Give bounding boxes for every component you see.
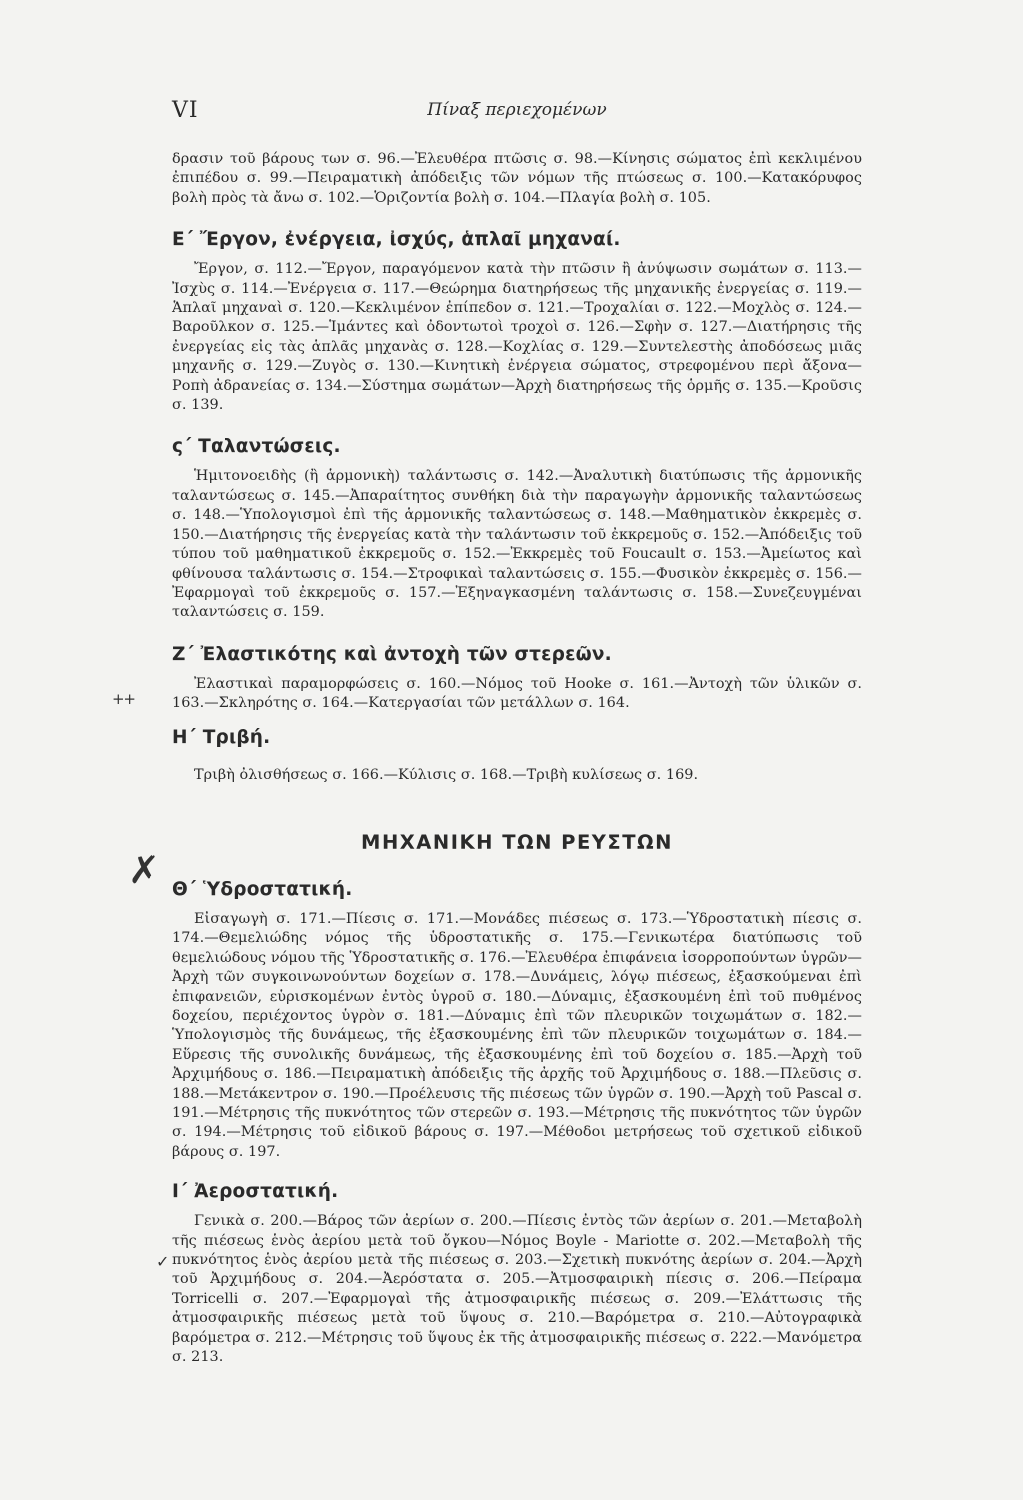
section-e-text: Ἔργον, σ. 112.—Ἔργον, παραγόμενον κατὰ τὴν πτῶσιν ἢ ἀνύψωσιν σωμάτων σ. 113.—Ἰσχὺς σ. 114.—Ἐνέργεια σ. 117.—Θεώρημα διατηρήσεως τῆς μηχανικῆς ἐνεργείας σ. 119.—Ἁπλαῖ μηχαναὶ σ. 120.—Κεκλιμένον ἐπίπεδον σ. 121.—Τροχαλίαι σ. 122.—Μοχλὸς σ. 124.—Βαροῦλκον σ. 125.—Ἱμάντες καὶ ὀδοντωτοὶ τροχοὶ σ. 126.—Σφὴν σ. 127.—Διατήρησις τῆς ἐνεργείας εἰς τὰς ἁπλᾶς μηχανὰς σ. 128.—Κοχλίας σ. 129.—Συντελεστὴς ἀποδόσεως μιᾶς μηχανῆς σ. 129.—Ζυγὸς σ. 130.—Κινητικὴ ἐνέργεια σώματος, στρεφομένου περὶ ἄξονα—Ροπὴ ἀδρανείας σ. 134.—Σύστημα σωμάτων—Ἀρχὴ διατηρήσεως τῆς ὁρμῆς σ. 135.—Κροῦσις σ. 139. [172, 261, 862, 414]
section-th-heading: Θ΄ Ὑδροστατική. [172, 878, 353, 900]
intro-text: δρασιν τοῦ βάρους των σ. 96.—Ἐλευθέρα πτῶσις σ. 98.—Κίνησις σώματος ἐπὶ κεκλιμένου ἐπιπέδου σ. 99.—Πειραματικὴ ἀπόδειξις τῶν νόμων τῆς πτώσεως σ. 100.—Κατακόρυφος βολὴ πρὸς τὰ ἄνω σ. 102.—Ὁριζοντία βολὴ σ. 104.—Πλαγία βολὴ σ. 105. [172, 151, 862, 206]
page-number: VI [172, 98, 199, 123]
running-title: Πίναξ περιεχομένων [427, 100, 607, 120]
section-h-text: Τριβὴ ὀλισθήσεως σ. 166.—Κύλισις σ. 168.—Τριβὴ κυλίσεως σ. 169. [194, 766, 699, 783]
section-st-heading: ς΄ Ταλαντώσεις. [172, 436, 341, 458]
section-i-heading: Ι΄ Ἀεροστατική. [172, 1181, 339, 1203]
page-header [172, 98, 862, 128]
section-e-heading: Ε΄ Ἔργον, ἐνέργεια, ἰσχύς, ἁπλαῖ μηχαναί. [172, 229, 621, 251]
section-i-text: Γενικὰ σ. 200.—Βάρος τῶν ἀερίων σ. 200.—Πίεσις ἐντὸς τῶν ἀερίων σ. 201.—Μεταβολὴ τῆς πιέσεως ἑνὸς ἀερίου μετὰ τοῦ ὄγκου—Νόμος Boyle - Mariotte σ. 202.—Μεταβολὴ τῆς πυκνότητος ἑνὸς ἀερίου μετὰ τῆς πιέσεως σ. 203.—Σχετικὴ πυκνότης ἀερίων σ. 204.—Ἀρχὴ τοῦ Ἀρχιμήδους σ. 204.—Ἀερόστατα σ. 205.—Ἀτμοσφαιρικὴ πίεσις σ. 206.—Πείραμα Torricelli σ. 207.—Ἐφαρμογαὶ τῆς ἀτμοσφαιρικῆς πιέσεως σ. 209.—Ἐλάττωσις τῆς ἀτμοσφαιρικῆς πιέσεως μετὰ τοῦ ὕψους σ. 210.—Βαρόμετρα σ. 210.—Αὐτογραφικὰ βαρόμετρα σ. 212.—Μέτρησις τοῦ ὕψους ἐκ τῆς ἀτμοσφαιρικῆς πιέσεως σ. 222.—Μανόμετρα σ. 213. [172, 1213, 862, 1366]
margin-check-icon: ✓ [156, 1252, 170, 1271]
margin-cross-icon: + + [112, 690, 133, 708]
margin-x-icon: ✗ [128, 848, 160, 892]
section-z-heading: Ζ΄ Ἐλαστικότης καὶ ἀντοχὴ τῶν στερεῶν. [172, 643, 612, 665]
table-of-contents [172, 150, 862, 1367]
section-st-text: Ἡμιτονοειδὴς (ἢ ἁρμονικὴ) ταλάντωσις σ. 142.—Ἀναλυτικὴ διατύπωσις τῆς ἁρμονικῆς ταλαντώσεως σ. 145.—Ἀπαραίτητος συνθήκη διὰ τὴν παραγωγὴν ἁρμονικῆς ταλαντώσεως σ. 148.—Ὑπολογισμοὶ ἐπὶ τῆς ἁρμονικῆς ταλαντώσεως σ. 148.—Μαθηματικὸν ἐκκρεμὲς σ. 150.—Διατήρησις τῆς ἐνεργείας κατὰ τὴν ταλάντωσιν τοῦ ἐκκρεμοῦς σ. 152.—Ἀπόδειξις τοῦ τύπου τοῦ μαθηματικοῦ ἐκκρεμοῦς σ. 152.—Ἐκκρεμὲς τοῦ Foucault σ. 153.—Ἀμείωτος καὶ φθίνουσα ταλάντωσις σ. 154.—Στροφικαὶ ταλαντώσεις σ. 155.—Φυσικὸν ἐκκρεμὲς σ. 156.—Ἐφαρμογαὶ τοῦ ἐκκρεμοῦς σ. 157.—Ἐξηναγκασμένη ταλάντωσις σ. 158.—Συνεζευγμέναι ταλαντώσεις σ. 159. [172, 468, 862, 621]
section-z-text: Ἐλαστικαὶ παραμορφώσεις σ. 160.—Νόμος τοῦ Hooke σ. 161.—Ἀντοχὴ τῶν ὑλικῶν σ. 163.—Σκληρότης σ. 164.—Κατεργασίαι τῶν μετάλλων σ. 164. [172, 675, 862, 712]
section-th-text: Εἰσαγωγὴ σ. 171.—Πίεσις σ. 171.—Μονάδες πιέσεως σ. 173.—Ὑδροστατικὴ πίεσις σ. 174.—Θεμελιώδης νόμος τῆς ὑδροστατικῆς σ. 175.—Γενικωτέρα διατύπωσις τοῦ θεμελιώδους νόμου τῆς Ὑδροστατικῆς σ. 176.—Ἐλευθέρα ἐπιφάνεια ἰσορροπούντων ὑγρῶν—Ἀρχὴ τῶν συγκοινωνούντων δοχείων σ. 178.—Δυνάμεις, λόγῳ πιέσεως, ἐξασκούμεναι ἐπὶ ἐπιφανειῶν, εὑρισκομένων ἐντὸς ὑγροῦ σ. 180.—Δύναμις, ἐξασκουμένη ἐπὶ τοῦ πυθμένος δοχείου, περιέχοντος ὑγρὸν σ. 181.—Δύναμις ἐπὶ τῶν πλευρικῶν τοιχωμάτων σ. 182.—Ὑπολογισμὸς τῆς δυνάμεως, τῆς ἐξασκουμένης ἐπὶ τῶν πλευρικῶν τοιχωμάτων σ. 184.—Εὕρεσις τῆς συνολικῆς δυνάμεως, τῆς ἐξασκουμένης ἐπὶ τοῦ δοχείου σ. 185.—Ἀρχὴ τοῦ Ἀρχιμήδους σ. 186.—Πειραματικὴ ἀπόδειξις τῆς ἀρχῆς τοῦ Ἀρχιμήδους σ. 188.—Πλεῦσις σ. 188.—Μετάκεντρον σ. 190.—Προέλευσις τῆς πιέσεως τῶν ὑγρῶν σ. 190.—Ἀρχὴ τοῦ Pascal σ. 191.—Μέτρησις τῆς πυκνότητος τῶν στερεῶν σ. 193.—Μέτρησις τῆς πυκνότητος τῶν ὑγρῶν σ. 194.—Μέτρησις τοῦ εἰδικοῦ βάρους σ. 197.—Μέθοδοι μετρήσεως τοῦ σχετικοῦ εἰδικοῦ βάρους σ. 197. [172, 910, 862, 1160]
part-title: ΜΗΧΑΝΙΚΗ ΤΩΝ ΡΕΥΣΤΩΝ [361, 830, 673, 854]
section-h-heading: Η΄ Τριβή. [172, 726, 271, 748]
